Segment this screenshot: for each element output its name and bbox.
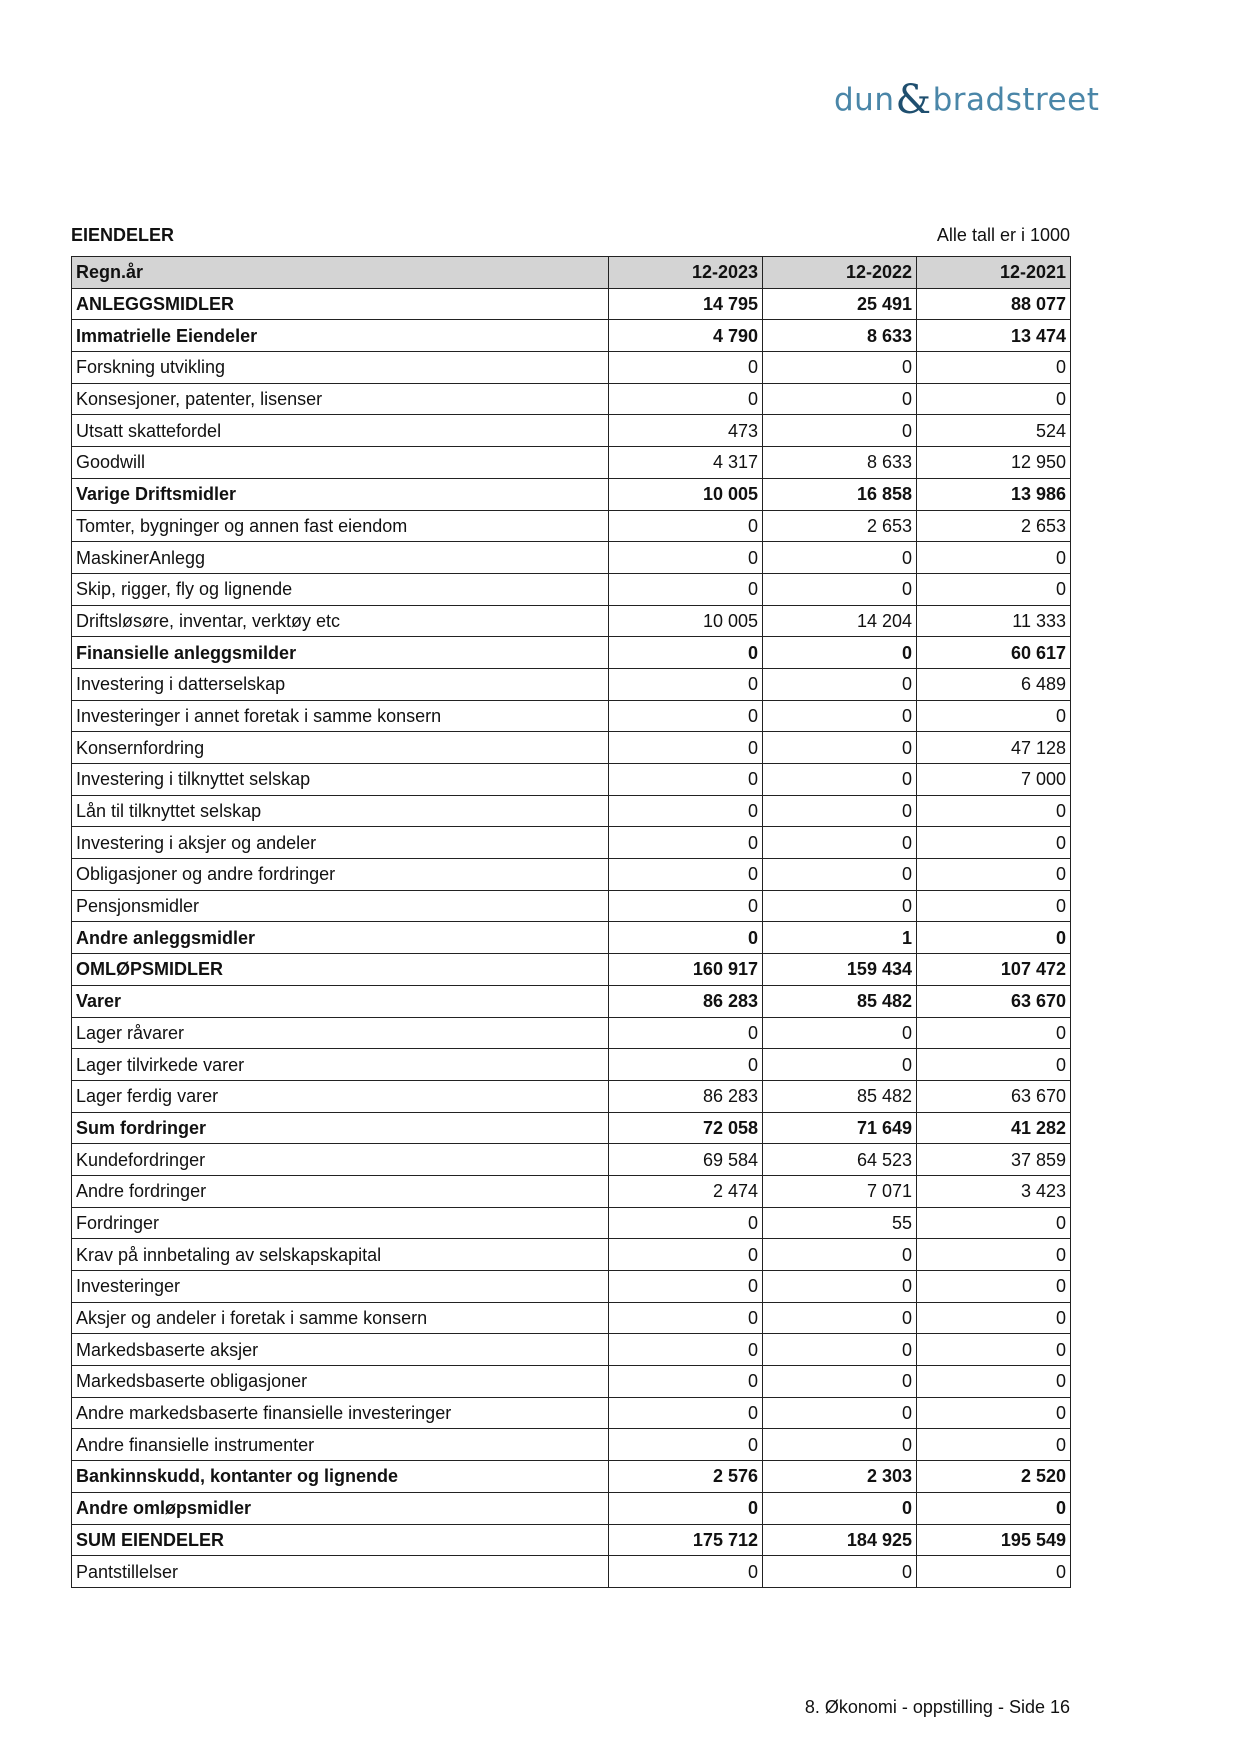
value-2021: 0 <box>917 573 1071 605</box>
value-2022: 0 <box>763 1017 917 1049</box>
value-2021: 2 653 <box>917 510 1071 542</box>
table-row <box>72 1524 1071 1556</box>
header-year-2021: 12-2021 <box>917 257 1071 289</box>
value-2022: 85 482 <box>763 1080 917 1112</box>
value-2021: 524 <box>917 415 1071 447</box>
row-label: Markedsbaserte aksjer <box>72 1334 609 1366</box>
value-2022: 2 303 <box>763 1461 917 1493</box>
row-label: Driftsløsøre, inventar, verktøy etc <box>72 605 609 637</box>
value-2022: 71 649 <box>763 1112 917 1144</box>
value-2022: 0 <box>763 542 917 574</box>
table-row <box>72 985 1071 1017</box>
value-2021: 0 <box>917 827 1071 859</box>
row-label: Lager råvarer <box>72 1017 609 1049</box>
value-2021: 0 <box>917 383 1071 415</box>
row-label: Investering i tilknyttet selskap <box>72 764 609 796</box>
row-label: Konsesjoner, patenter, lisenser <box>72 383 609 415</box>
value-2022: 0 <box>763 1334 917 1366</box>
table-row <box>72 415 1071 447</box>
value-2021: 0 <box>917 1049 1071 1081</box>
table-row <box>72 827 1071 859</box>
table-row <box>72 1017 1071 1049</box>
value-2023: 0 <box>609 668 763 700</box>
assets-table <box>71 256 1071 1588</box>
table-row <box>72 1049 1071 1081</box>
header-year-2023: 12-2023 <box>609 257 763 289</box>
row-label: Goodwill <box>72 447 609 479</box>
value-2023: 0 <box>609 573 763 605</box>
table-row <box>72 954 1071 986</box>
table-row <box>72 890 1071 922</box>
value-2022: 0 <box>763 352 917 384</box>
value-2023: 10 005 <box>609 478 763 510</box>
row-label: Pantstillelser <box>72 1556 609 1588</box>
value-2021: 2 520 <box>917 1461 1071 1493</box>
row-label: Andre markedsbaserte finansielle investeringer <box>72 1397 609 1429</box>
section-title: EIENDELER <box>71 225 175 245</box>
value-2021: 3 423 <box>917 1175 1071 1207</box>
value-2022: 0 <box>763 415 917 447</box>
row-label: SUM EIENDELER <box>72 1524 609 1556</box>
value-2021: 0 <box>917 1397 1071 1429</box>
value-2023: 14 795 <box>609 288 763 320</box>
value-2021: 0 <box>917 795 1071 827</box>
value-2021: 37 859 <box>917 1144 1071 1176</box>
value-2023: 86 283 <box>609 1080 763 1112</box>
value-2021: 0 <box>917 1302 1071 1334</box>
table-row <box>72 288 1071 320</box>
table-row <box>72 510 1071 542</box>
row-label: Forskning utvikling <box>72 352 609 384</box>
value-2022: 0 <box>763 383 917 415</box>
value-2021: 11 333 <box>917 605 1071 637</box>
row-label: ANLEGGSMIDLER <box>72 288 609 320</box>
row-label: Tomter, bygninger og annen fast eiendom <box>72 510 609 542</box>
value-2021: 0 <box>917 1239 1071 1271</box>
table-row <box>72 1080 1071 1112</box>
value-2022: 0 <box>763 637 917 669</box>
logo-text-dun: dun <box>834 82 895 118</box>
header-regnskapsaar: Regn.år <box>72 257 609 289</box>
value-2022: 85 482 <box>763 985 917 1017</box>
value-2023: 0 <box>609 700 763 732</box>
value-2023: 175 712 <box>609 1524 763 1556</box>
value-2021: 0 <box>917 859 1071 891</box>
table-row <box>72 1239 1071 1271</box>
value-2022: 0 <box>763 668 917 700</box>
value-2023: 0 <box>609 1271 763 1303</box>
value-2023: 0 <box>609 827 763 859</box>
value-2022: 64 523 <box>763 1144 917 1176</box>
table-row <box>72 1461 1071 1493</box>
value-2022: 14 204 <box>763 605 917 637</box>
value-2022: 8 633 <box>763 447 917 479</box>
table-row <box>72 1112 1071 1144</box>
table-row <box>72 732 1071 764</box>
value-2023: 4 317 <box>609 447 763 479</box>
value-2021: 0 <box>917 1366 1071 1398</box>
table-row <box>72 383 1071 415</box>
row-label: Investeringer i annet foretak i samme konsern <box>72 700 609 732</box>
value-2023: 0 <box>609 510 763 542</box>
value-2021: 88 077 <box>917 288 1071 320</box>
value-2023: 4 790 <box>609 320 763 352</box>
value-2022: 0 <box>763 1049 917 1081</box>
value-2021: 0 <box>917 1207 1071 1239</box>
value-2022: 0 <box>763 764 917 796</box>
value-2022: 0 <box>763 795 917 827</box>
row-label: Bankinnskudd, kontanter og lignende <box>72 1461 609 1493</box>
row-label: Investering i aksjer og andeler <box>72 827 609 859</box>
logo-text-bradstreet: bradstreet <box>932 82 1100 118</box>
table-row <box>72 573 1071 605</box>
row-label: Immatrielle Eiendeler <box>72 320 609 352</box>
row-label: Utsatt skattefordel <box>72 415 609 447</box>
value-2022: 0 <box>763 1492 917 1524</box>
value-2023: 72 058 <box>609 1112 763 1144</box>
row-label: Varer <box>72 985 609 1017</box>
table-row <box>72 447 1071 479</box>
value-2023: 0 <box>609 1049 763 1081</box>
row-label: MaskinerAnlegg <box>72 542 609 574</box>
table-row <box>72 1144 1071 1176</box>
value-2023: 0 <box>609 1207 763 1239</box>
value-2022: 159 434 <box>763 954 917 986</box>
value-2023: 2 474 <box>609 1175 763 1207</box>
value-2023: 0 <box>609 859 763 891</box>
value-2021: 41 282 <box>917 1112 1071 1144</box>
value-2021: 7 000 <box>917 764 1071 796</box>
value-2023: 160 917 <box>609 954 763 986</box>
table-row <box>72 1175 1071 1207</box>
value-2021: 60 617 <box>917 637 1071 669</box>
table-row <box>72 764 1071 796</box>
section-heading <box>71 225 1070 246</box>
value-2023: 0 <box>609 1302 763 1334</box>
value-2022: 55 <box>763 1207 917 1239</box>
table-row <box>72 478 1071 510</box>
row-label: Markedsbaserte obligasjoner <box>72 1366 609 1398</box>
table-row <box>72 700 1071 732</box>
value-2023: 473 <box>609 415 763 447</box>
value-2023: 0 <box>609 1334 763 1366</box>
value-2021: 0 <box>917 922 1071 954</box>
value-2023: 0 <box>609 1366 763 1398</box>
logo-ampersand: & <box>895 77 932 123</box>
value-2021: 0 <box>917 1334 1071 1366</box>
value-2021: 47 128 <box>917 732 1071 764</box>
value-2022: 0 <box>763 1366 917 1398</box>
value-2022: 7 071 <box>763 1175 917 1207</box>
table-row <box>72 1271 1071 1303</box>
value-2021: 6 489 <box>917 668 1071 700</box>
table-row <box>72 859 1071 891</box>
value-2021: 13 986 <box>917 478 1071 510</box>
row-label: Lager tilvirkede varer <box>72 1049 609 1081</box>
value-2022: 0 <box>763 1429 917 1461</box>
table-row <box>72 352 1071 384</box>
table-row <box>72 1429 1071 1461</box>
value-2023: 0 <box>609 1492 763 1524</box>
value-2023: 0 <box>609 764 763 796</box>
value-2021: 63 670 <box>917 1080 1071 1112</box>
row-label: Investering i datterselskap <box>72 668 609 700</box>
value-2022: 0 <box>763 1302 917 1334</box>
value-2022: 0 <box>763 890 917 922</box>
value-2023: 0 <box>609 1397 763 1429</box>
value-2022: 16 858 <box>763 478 917 510</box>
page-footer: 8. Økonomi - oppstilling - Side 16 <box>804 1697 1070 1717</box>
table-row <box>72 637 1071 669</box>
row-label: Krav på innbetaling av selskapskapital <box>72 1239 609 1271</box>
value-2022: 0 <box>763 700 917 732</box>
value-2021: 0 <box>917 1017 1071 1049</box>
row-label: Kundefordringer <box>72 1144 609 1176</box>
value-2021: 0 <box>917 542 1071 574</box>
value-2023: 0 <box>609 795 763 827</box>
value-2023: 0 <box>609 383 763 415</box>
value-2021: 0 <box>917 890 1071 922</box>
value-2021: 195 549 <box>917 1524 1071 1556</box>
table-row <box>72 1397 1071 1429</box>
value-2021: 0 <box>917 1429 1071 1461</box>
value-2021: 0 <box>917 1271 1071 1303</box>
table-header-row <box>72 257 1071 289</box>
value-2021: 0 <box>917 1556 1071 1588</box>
row-label: Andre finansielle instrumenter <box>72 1429 609 1461</box>
table-row <box>72 922 1071 954</box>
table-body <box>72 288 1071 1587</box>
row-label: Sum fordringer <box>72 1112 609 1144</box>
table-row <box>72 1492 1071 1524</box>
value-2021: 13 474 <box>917 320 1071 352</box>
row-label: Investeringer <box>72 1271 609 1303</box>
value-2021: 63 670 <box>917 985 1071 1017</box>
value-2023: 0 <box>609 1556 763 1588</box>
row-label: Andre anleggsmidler <box>72 922 609 954</box>
value-2023: 10 005 <box>609 605 763 637</box>
value-2022: 0 <box>763 1556 917 1588</box>
row-label: Aksjer og andeler i foretak i samme konsern <box>72 1302 609 1334</box>
table-row <box>72 605 1071 637</box>
table-row <box>72 1366 1071 1398</box>
value-2021: 0 <box>917 352 1071 384</box>
value-2023: 0 <box>609 352 763 384</box>
value-2022: 0 <box>763 827 917 859</box>
value-2022: 0 <box>763 1271 917 1303</box>
dun-bradstreet-logo <box>834 78 1099 122</box>
value-2023: 0 <box>609 637 763 669</box>
value-2023: 0 <box>609 1429 763 1461</box>
row-label: Andre omløpsmidler <box>72 1492 609 1524</box>
row-label: Skip, rigger, fly og lignende <box>72 573 609 605</box>
row-label: Lager ferdig varer <box>72 1080 609 1112</box>
value-2023: 0 <box>609 1239 763 1271</box>
value-2022: 184 925 <box>763 1524 917 1556</box>
row-label: Konsernfordring <box>72 732 609 764</box>
value-2022: 0 <box>763 732 917 764</box>
value-2022: 0 <box>763 1397 917 1429</box>
value-2023: 69 584 <box>609 1144 763 1176</box>
table-row <box>72 1207 1071 1239</box>
row-label: Obligasjoner og andre fordringer <box>72 859 609 891</box>
unit-note: Alle tall er i 1000 <box>936 225 1070 245</box>
value-2022: 0 <box>763 1239 917 1271</box>
value-2022: 2 653 <box>763 510 917 542</box>
value-2023: 0 <box>609 732 763 764</box>
row-label: Pensjonsmidler <box>72 890 609 922</box>
table-row <box>72 1302 1071 1334</box>
row-label: OMLØPSMIDLER <box>72 954 609 986</box>
value-2022: 1 <box>763 922 917 954</box>
row-label: Lån til tilknyttet selskap <box>72 795 609 827</box>
value-2021: 0 <box>917 1492 1071 1524</box>
value-2023: 0 <box>609 922 763 954</box>
table-row <box>72 1556 1071 1588</box>
value-2022: 0 <box>763 573 917 605</box>
row-label: Fordringer <box>72 1207 609 1239</box>
value-2023: 0 <box>609 542 763 574</box>
table-row <box>72 320 1071 352</box>
header-year-2022: 12-2022 <box>763 257 917 289</box>
value-2022: 8 633 <box>763 320 917 352</box>
table-row <box>72 542 1071 574</box>
value-2021: 107 472 <box>917 954 1071 986</box>
row-label: Varige Driftsmidler <box>72 478 609 510</box>
row-label: Andre fordringer <box>72 1175 609 1207</box>
table-row <box>72 795 1071 827</box>
value-2022: 0 <box>763 859 917 891</box>
table-row <box>72 1334 1071 1366</box>
value-2021: 12 950 <box>917 447 1071 479</box>
value-2023: 2 576 <box>609 1461 763 1493</box>
value-2021: 0 <box>917 700 1071 732</box>
value-2023: 0 <box>609 890 763 922</box>
value-2023: 86 283 <box>609 985 763 1017</box>
value-2023: 0 <box>609 1017 763 1049</box>
value-2022: 25 491 <box>763 288 917 320</box>
row-label: Finansielle anleggsmilder <box>72 637 609 669</box>
table-row <box>72 668 1071 700</box>
